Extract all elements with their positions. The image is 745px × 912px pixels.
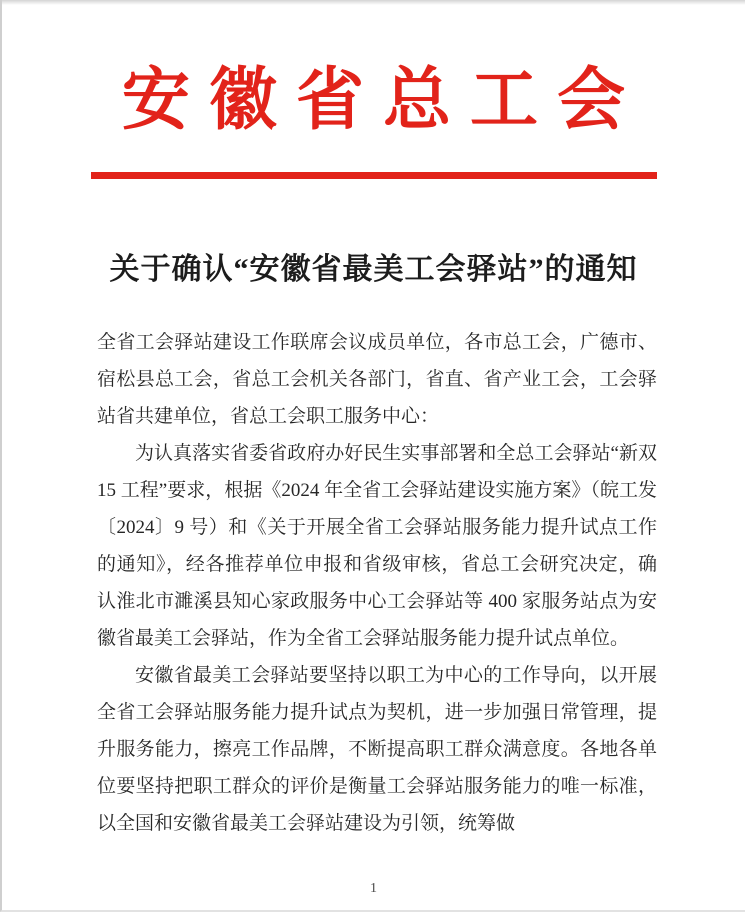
letterhead-red-divider	[91, 172, 657, 179]
document-body	[97, 324, 657, 842]
scan-top-edge	[2, 0, 745, 5]
document-title: 关于确认“安徽省最美工会驿站”的通知	[109, 253, 638, 286]
paragraph-confirmation-decision: 为认真落实省委省政府办好民生实事部署和全总工会驿站“新双 15 工程”要求，根据《2024 年全省工会驿站建设实施方案》（皖工发〔2024〕9 号）和《关于开展全省工会驿站服务能力提升试点工作的通知》，经各推荐单位申报和省级审核，省总工会研究决定，确认淮北市濉溪县知心家政服务中心工会驿站等 400 家服务站点为安徽省最美工会驿站，作为全省工会驿站服务能力提升试点单位。	[97, 443, 657, 649]
letterhead-org-name: 安徽省总工会	[121, 62, 645, 138]
paragraph-salutation: 全省工会驿站建设工作联席会议成员单位，各市总工会，广德市、宿松县总工会，省总工会机关各部门，省直、省产业工会，工会驿站省共建单位，省总工会职工服务中心：	[97, 332, 657, 427]
paragraph-work-requirements: 安徽省最美工会驿站要坚持以职工为中心的工作导向，以开展全省工会驿站服务能力提升试点为契机，进一步加强日常管理，提升服务能力，擦亮工作品牌，不断提高职工群众满意度。各地各单位要坚持把职工群众的评价是衡量工会驿站服务能力的唯一标准，以全国和安徽省最美工会驿站建设为引领，统筹做	[97, 665, 657, 834]
page-number: 1	[370, 881, 377, 896]
